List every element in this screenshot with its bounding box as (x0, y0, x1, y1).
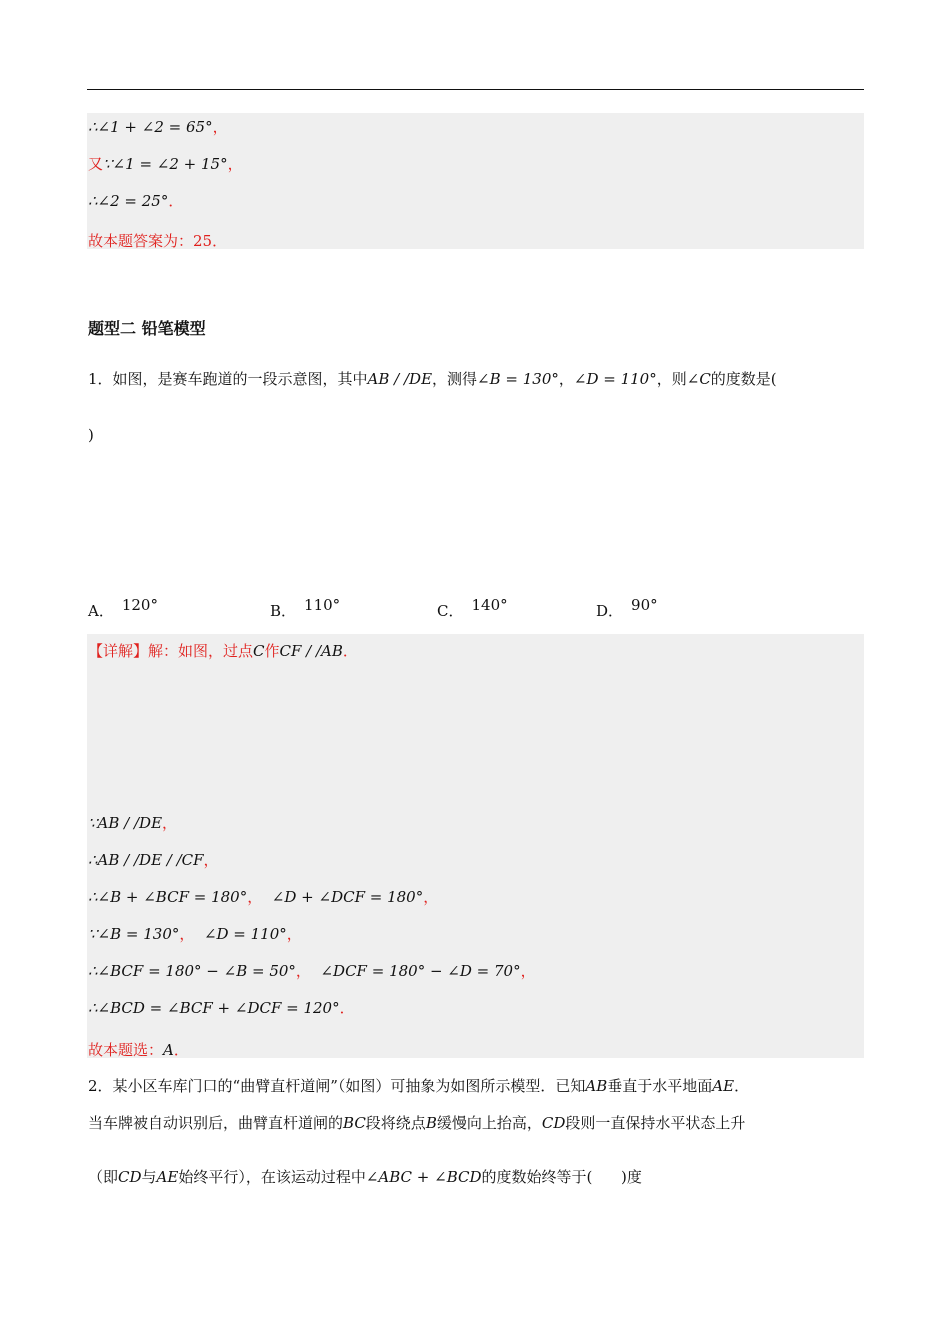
q1-option-b[interactable]: B． 110° (270, 596, 341, 620)
q1-solution-step-6: ∴∠BCD = ∠BCF + ∠DCF = 120°． (88, 999, 355, 1017)
q1-solution-answer: 故本题选：A． (88, 1041, 189, 1059)
q1-stem-close: ) (88, 426, 94, 444)
header-rule (87, 89, 864, 90)
prev-solution-line-3: ∴∠2 = 25°． (88, 192, 184, 210)
q1-solution-step-2: ∴AB / /DE / /CF， (88, 851, 219, 869)
q1-option-a[interactable]: A． 120° (88, 596, 158, 620)
q1-stem: 1．如图，是赛车跑道的一段示意图，其中AB / /DE，测得∠B = 130°，∠D = 110°，则∠C的度数是( (88, 370, 777, 388)
q1-solution-step-4: ∵∠B = 130°， ∠D = 110°， (88, 925, 302, 943)
q1-solution-step-3: ∴∠B + ∠BCF = 180°， ∠D + ∠DCF = 180°， (88, 888, 439, 906)
prev-solution-line-1: ∴∠1 + ∠2 = 65°， (88, 118, 228, 136)
q1-solution-intro: 【详解】解：如图，过点C作CF / /AB． (88, 642, 358, 660)
q2-line-3: （即CD与AE始终平行），在该运动过程中∠ABC + ∠BCD的度数始终等于( )度 (88, 1168, 642, 1186)
section-title: 题型二 铅笔模型 (88, 319, 206, 338)
q2-line-2: 当车牌被自动识别后，曲臂直杆道闸的BC段将绕点B缓慢向上抬高，CD段则一直保持水平状态上升 (88, 1114, 746, 1132)
q2-line-1: 2．某小区车库门口的“曲臂直杆道闸”（如图）可抽象为如图所示模型．已知AB垂直于水平地面AE． (88, 1077, 750, 1095)
q1-option-d[interactable]: D． 90° (596, 596, 658, 620)
q1-option-c[interactable]: C． 140° (437, 596, 508, 620)
q1-solution-step-5: ∴∠BCF = 180° − ∠B = 50°， ∠DCF = 180° − ∠D = 70°， (88, 962, 536, 980)
q1-solution-panel (87, 634, 864, 1058)
prev-solution-answer: 故本题答案为：25． (88, 232, 228, 250)
q1-solution-step-1: ∵AB / /DE， (88, 814, 178, 832)
prev-solution-line-2: 又∵∠1 = ∠2 + 15°， (88, 155, 243, 173)
